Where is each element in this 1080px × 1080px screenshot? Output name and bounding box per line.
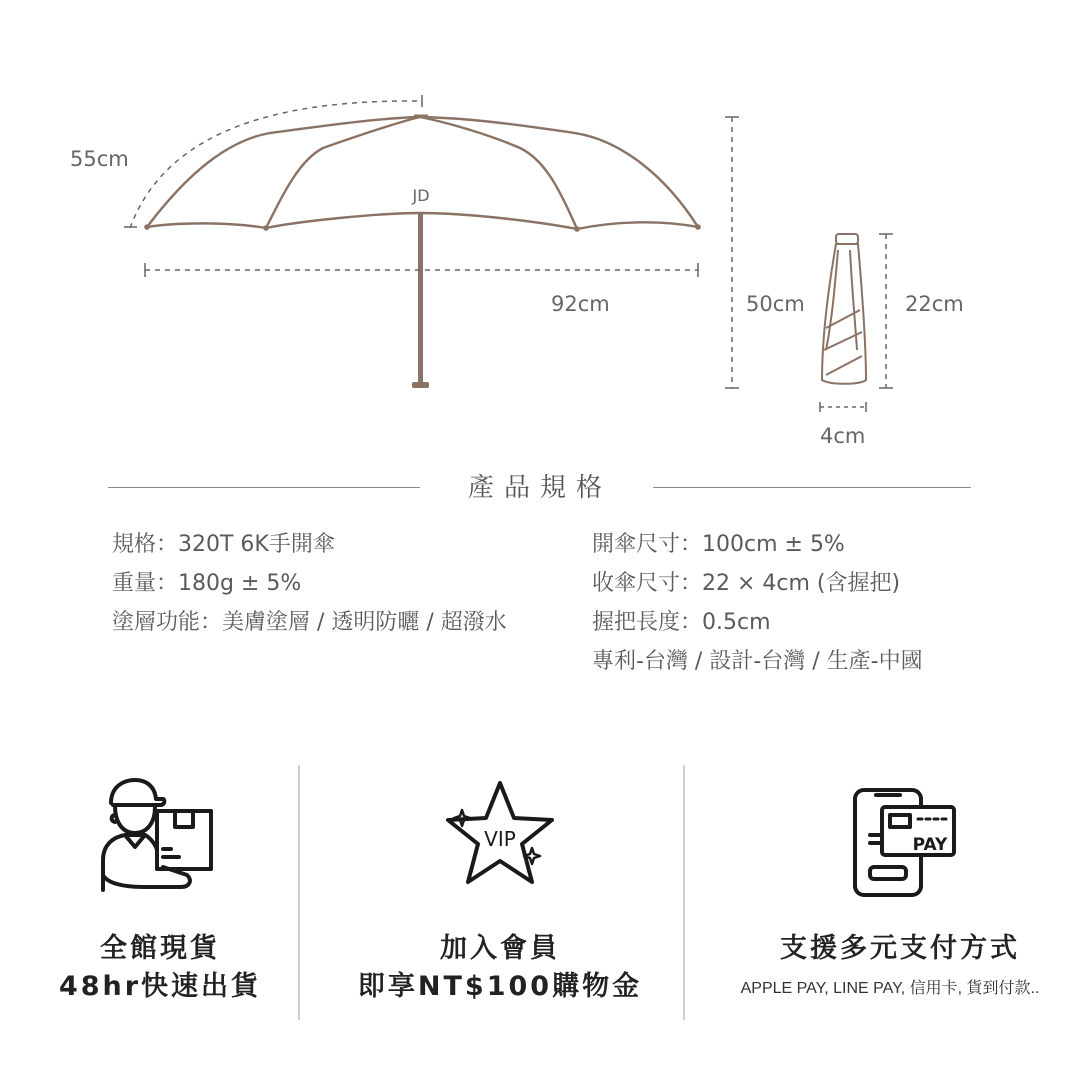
column-divider [298,765,300,1020]
column-divider [683,765,685,1020]
spec-right-1: 開傘尺寸：100cm ± 5% [592,532,845,557]
spec-right-4: 專利-台灣 / 設計-台灣 / 生產-中國 [592,649,923,674]
width-dimension-label: 92cm [551,292,610,316]
closed-umbrella [822,234,866,384]
arc-dimension-label: 55cm [70,147,129,171]
open-umbrella [147,116,698,229]
closed-width-dimension-label: 4cm [820,424,866,448]
closed-umbrella-cap [836,234,858,244]
feature-1-title-line2: 48hr快速出貨 [58,971,262,1002]
section-rule-right [653,487,971,488]
vip-icon-text: VIP [484,827,516,851]
spec-left-3: 塗層功能：美膚塗層 / 透明防曬 / 超潑水 [112,610,507,635]
pay-icon-text: PAY [912,835,948,855]
feature-2-title-line1: 加入會員 [440,933,560,964]
spec-right-3: 握把長度：0.5cm [592,610,771,635]
rib-tip [263,225,269,231]
umbrella-dimension-diagram [0,0,1080,460]
feature-2-title-line2: 即享NT$100購物金 [357,971,643,1002]
spec-left-1: 規格：320T 6K手開傘 [112,532,335,557]
rib-tip [144,224,150,230]
mobile-pay-card-icon [850,785,960,900]
rib-tip [574,226,580,232]
feature-3-subtitle: APPLE PAY, LINE PAY, 信用卡, 貨到付款.. [740,980,1040,997]
delivery-person-box-icon [93,775,218,895]
canopy-outline [147,117,698,227]
closed-umbrella-body [822,244,866,384]
rib-tip [695,224,701,230]
vip-star-icon [440,778,560,893]
brand-label: JD [412,186,430,205]
spec-right-2: 收傘尺寸：22 × 4cm (含握把) [592,571,901,596]
specs-section-title: 產品規格 [467,473,612,503]
spec-left-2: 重量：180g ± 5% [112,571,302,596]
feature-1-title-line1: 全館現貨 [100,933,220,964]
umbrella-shaft [418,213,423,383]
feature-3-title: 支援多元支付方式 [780,933,1020,964]
umbrella-handle [412,382,429,388]
closed-height-dimension-label: 22cm [905,292,964,316]
canopy-rib-right [420,117,577,229]
closed-umbrella-fold [824,250,862,375]
open-height-dimension-label: 50cm [746,292,805,316]
canopy-rib-left [266,117,420,228]
